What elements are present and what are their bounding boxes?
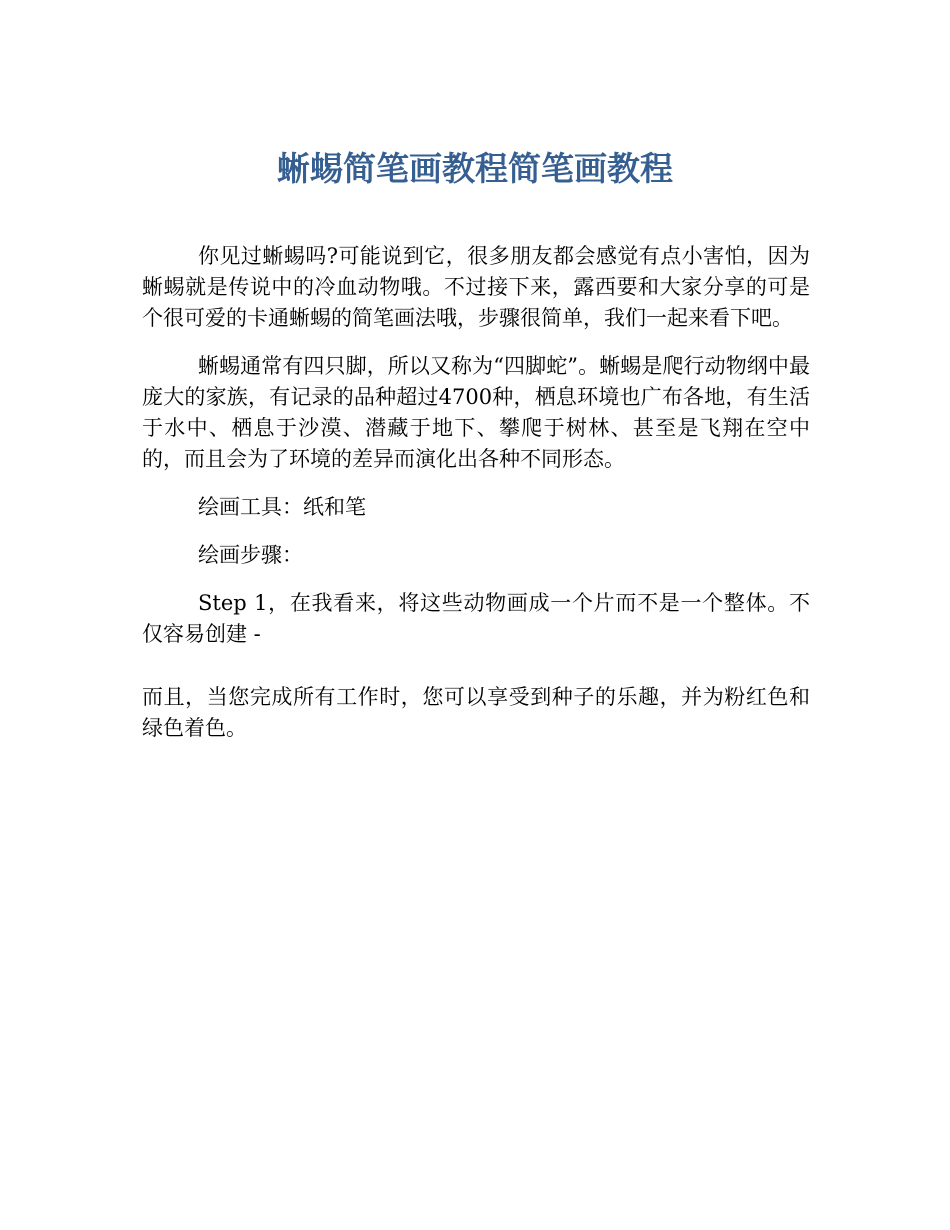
paragraph-steps-heading: 绘画步骤： xyxy=(198,543,303,567)
paragraph-step-1: Step 1，在我看来，将这些动物画成一个片而不是一个整体。不仅容易创建 - xyxy=(142,591,810,646)
paragraph-lizard-facts: 蜥蜴通常有四只脚，所以又称为“四脚蛇”。蜥蜴是爬行动物纲中最庞大的家族，有记录的品种超过4700种，栖息环境也广布各地，有生活于水中、栖息于沙漠、潜藏于地下、攀爬于树林、甚至是飞翔在空中的，而且会为了环境的差异而演化出各种不同形态。 xyxy=(142,354,810,471)
paragraph-spacer xyxy=(142,667,810,682)
document-title: 蜥蜴简笔画教程简笔画教程 xyxy=(277,149,673,188)
paragraph-step-1-continued: 而且，当您完成所有工作时，您可以享受到种子的乐趣，并为粉红色和绿色着色。 xyxy=(142,685,810,740)
paragraph-intro: 你见过蜥蜴吗?可能说到它，很多朋友都会感觉有点小害怕，因为蜥蜴就是传说中的冷血动物哦。不过接下来，露西要和大家分享的可是个很可爱的卡通蜥蜴的简笔画法哦，步骤很简单，我们一起来看下吧。 xyxy=(142,244,810,330)
document-body xyxy=(142,241,810,761)
paragraph-tools: 绘画工具：纸和笔 xyxy=(198,495,366,519)
